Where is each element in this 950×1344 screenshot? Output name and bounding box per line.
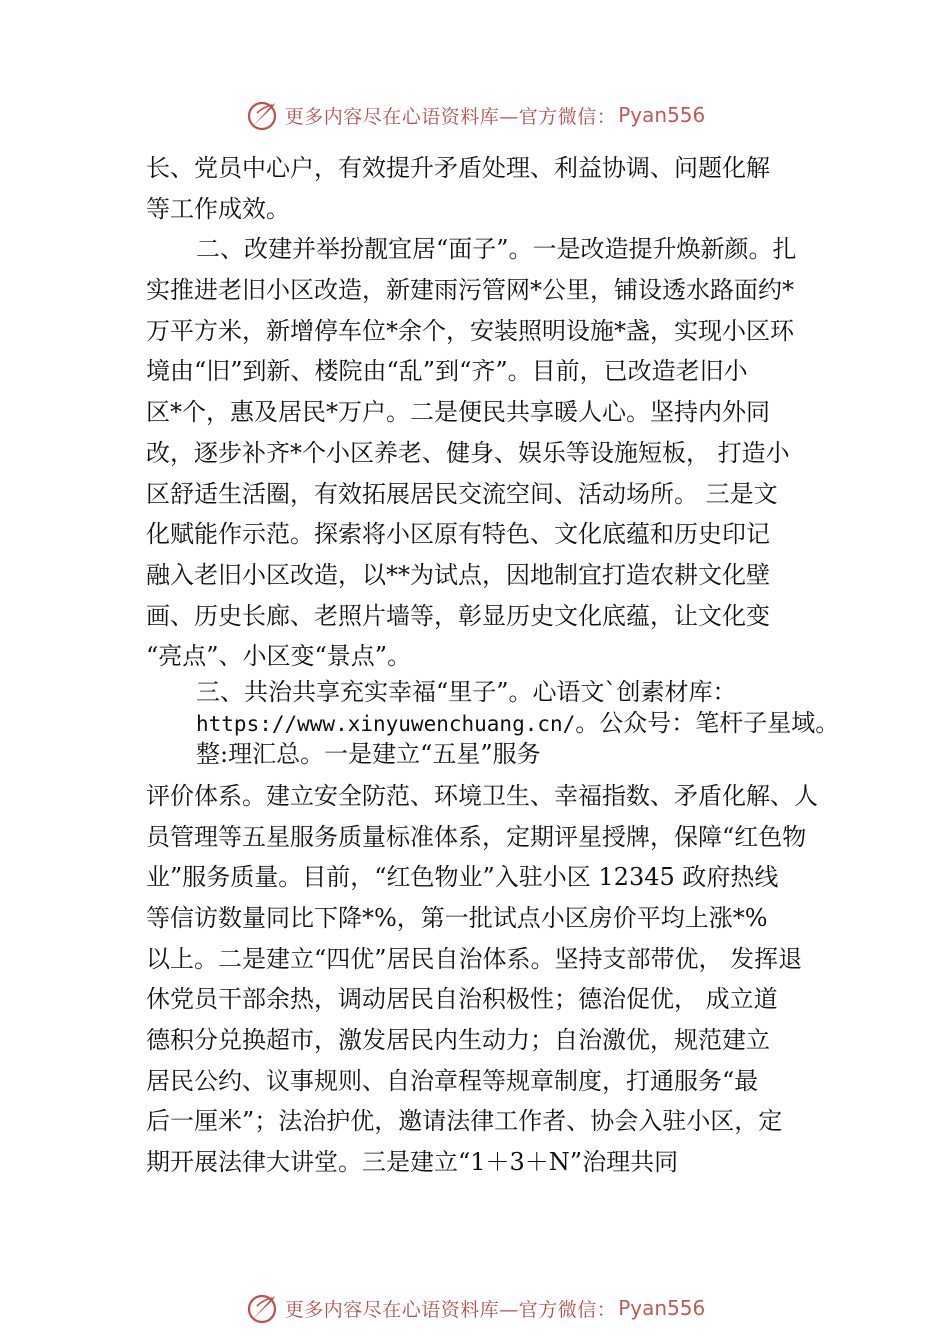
text-line: 画、历史长廊、老照片墙等，彰显历史文化底蕴，让文化变 (146, 601, 770, 630)
text-line: 业”服务质量。目前，“红色物业”入驻小区 12345 政府热线 (146, 863, 779, 892)
text-line: 区舒适生活圈，有效拓展居民交流空间、活动场所。 三是文 (146, 479, 778, 508)
text-line: 融入老旧小区改造，以**为试点，因地制宜打造农耕文化壁 (146, 560, 770, 589)
text-line: 改，逐步补齐*个小区养老、健身、娱乐等设施短板， 打造小 (146, 438, 790, 467)
text-line: 员管理等五星服务质量标准体系，定期评星授牌，保障“红色物 (146, 822, 807, 851)
text-line-suffix: 。公众号：笔杆子星域。 (575, 708, 840, 737)
document-body (146, 148, 840, 1183)
text-line: 长、党员中心户，有效提升矛盾处理、利益协调、问题化解 (146, 154, 770, 182)
text-line: 等工作成效。 (146, 194, 290, 223)
text-line: 居民公约、议事规则、自治章程等规章制度，打通服务“最 (146, 1066, 759, 1095)
watermark-footer (0, 1288, 950, 1328)
text-line: 休党员干部余热，调动居民自治积极性；德治促优， 成立道 (146, 985, 778, 1014)
text-line: 实推进老旧小区改造，新建雨污管网*公里，铺设透水路面约* (146, 276, 794, 305)
text-line: 期开展法律大讲堂。三是建立“1＋3＋N”治理共同 (146, 1148, 679, 1177)
watermark-text: 更多内容尽在心语资料库—官方微信： (284, 1298, 617, 1321)
text-line: “亮点”、小区变“景点”。 (146, 642, 412, 671)
section-heading-line: 二、改建并举扮靓宜居“面子”。一是改造提升焕新颜。扎 (196, 235, 797, 264)
source-url: https://www.xinyuwenchuang.cn/ (196, 711, 576, 736)
quill-logo-icon (245, 1290, 281, 1326)
text-line: 德积分兑换超市，激发居民内生动力；自治激优，规范建立 (146, 1026, 770, 1055)
text-line: 后一厘米”；法治护优，邀请法律工作者、协会入驻小区，定 (146, 1107, 783, 1136)
quill-logo-icon (245, 97, 281, 133)
text-line-with-url (146, 708, 840, 739)
text-line: 化赋能作示范。探索将小区原有特色、文化底蕴和历史印记 (146, 520, 770, 549)
watermark-header (0, 95, 950, 135)
text-line: 境由“旧”到新、楼院由“乱”到“齐”。目前，已改造老旧小 (146, 357, 748, 386)
text-line: 整:理汇总。一是建立“五星”服务 (196, 739, 541, 768)
text-line: 等信访数量同比下降*%，第一批试点小区房价平均上涨*% (146, 904, 768, 932)
text-line: 评价体系。建立安全防范、环境卫生、幸福指数、矛盾化解、人 (146, 781, 818, 810)
watermark-wechat-id: Pyan556 (618, 1296, 706, 1320)
text-line: 以上。二是建立“四优”居民自治体系。坚持支部带优， 发挥退 (146, 944, 803, 973)
watermark-text: 更多内容尽在心语资料库—官方微信： (284, 105, 617, 128)
section-heading-line: 三、共治共享充实幸福“里子”。心语文`创素材库： (196, 677, 737, 706)
text-line: 万平方米，新增停车位*余个，安装照明设施*盏，实现小区环 (146, 316, 794, 345)
text-line: 区*个，惠及居民*万户。二是便民共享暖人心。坚持内外同 (146, 398, 770, 427)
watermark-wechat-id: Pyan556 (618, 103, 706, 127)
